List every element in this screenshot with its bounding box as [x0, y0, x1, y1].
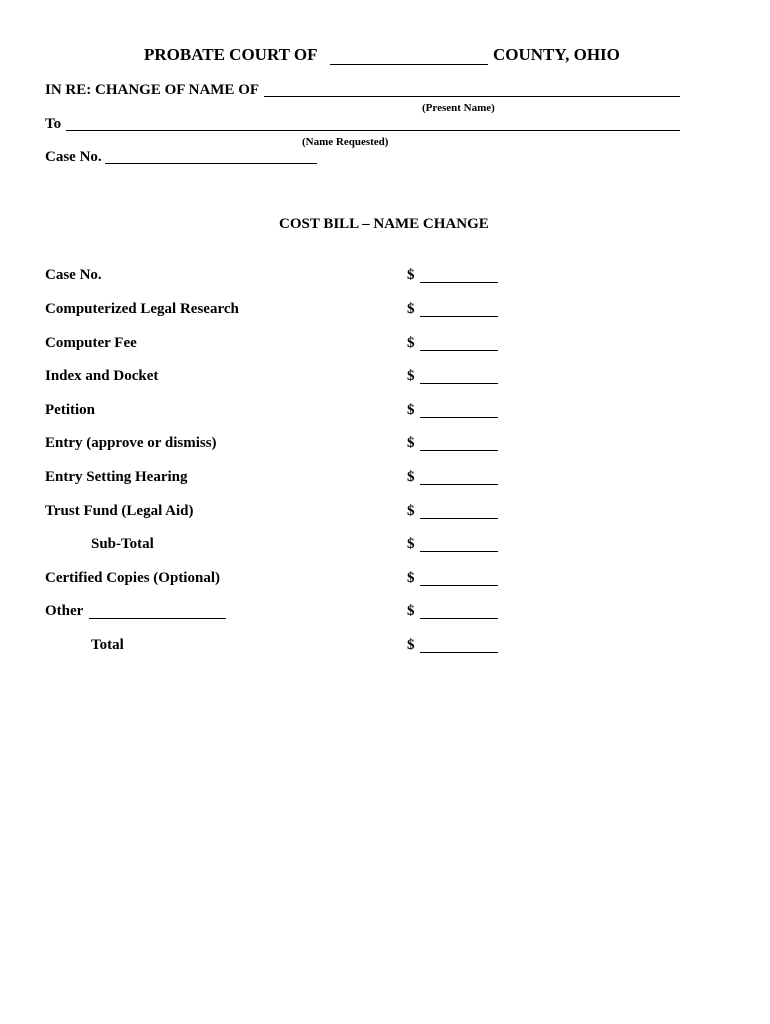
item-label-computerized-legal-research: Computerized Legal Research: [45, 301, 239, 317]
dollar-sign: $: [407, 570, 415, 586]
amount-field-computerized-legal-research[interactable]: [420, 300, 498, 317]
item-label-other: Other: [45, 603, 84, 619]
amount-field-index-and-docket[interactable]: [420, 367, 498, 384]
amount-field-entry-approve-or-dismiss[interactable]: [420, 434, 498, 451]
amount-field-total[interactable]: [420, 636, 498, 653]
dollar-sign: $: [407, 435, 415, 451]
item-label-case-no: Case No.: [45, 267, 102, 283]
dollar-sign: $: [407, 637, 415, 653]
in-re-label: IN RE: CHANGE OF NAME OF: [45, 82, 260, 98]
item-label-trust-fund: Trust Fund (Legal Aid): [45, 503, 194, 519]
present-name-caption: (Present Name): [422, 102, 495, 114]
dollar-sign: $: [407, 402, 415, 418]
item-label-entry-approve-or-dismiss: Entry (approve or dismiss): [45, 435, 217, 451]
court-title-suffix: COUNTY, OHIO: [493, 45, 620, 64]
amount-field-computer-fee[interactable]: [420, 334, 498, 351]
item-label-sub-total: Sub-Total: [91, 536, 154, 552]
amount-field-sub-total[interactable]: [420, 535, 498, 552]
present-name-field[interactable]: [264, 80, 680, 97]
amount-field-other[interactable]: [420, 602, 498, 619]
dollar-sign: $: [407, 469, 415, 485]
dollar-sign: $: [407, 267, 415, 283]
county-blank-line: [330, 64, 488, 65]
case-no-label: Case No.: [45, 149, 102, 165]
dollar-sign: $: [407, 368, 415, 384]
dollar-sign: $: [407, 503, 415, 519]
name-requested-caption: (Name Requested): [302, 136, 389, 148]
case-no-field[interactable]: [105, 147, 317, 164]
item-label-petition: Petition: [45, 402, 95, 418]
item-label-index-and-docket: Index and Docket: [45, 368, 159, 384]
name-requested-field[interactable]: [66, 114, 680, 131]
item-label-entry-setting-hearing: Entry Setting Hearing: [45, 469, 188, 485]
item-label-computer-fee: Computer Fee: [45, 335, 137, 351]
amount-field-petition[interactable]: [420, 401, 498, 418]
item-label-total: Total: [91, 637, 124, 653]
cost-bill-title: COST BILL – NAME CHANGE: [279, 216, 489, 232]
amount-field-entry-setting-hearing[interactable]: [420, 468, 498, 485]
court-title-prefix: PROBATE COURT OF: [144, 45, 318, 64]
other-description-field[interactable]: [89, 602, 226, 619]
amount-field-certified-copies[interactable]: [420, 569, 498, 586]
item-label-certified-copies: Certified Copies (Optional): [45, 570, 220, 586]
dollar-sign: $: [407, 335, 415, 351]
amount-field-case-no[interactable]: [420, 266, 498, 283]
county-field[interactable]: [330, 47, 488, 64]
amount-field-trust-fund[interactable]: [420, 502, 498, 519]
dollar-sign: $: [407, 603, 415, 619]
dollar-sign: $: [407, 301, 415, 317]
dollar-sign: $: [407, 536, 415, 552]
to-label: To: [45, 116, 62, 132]
